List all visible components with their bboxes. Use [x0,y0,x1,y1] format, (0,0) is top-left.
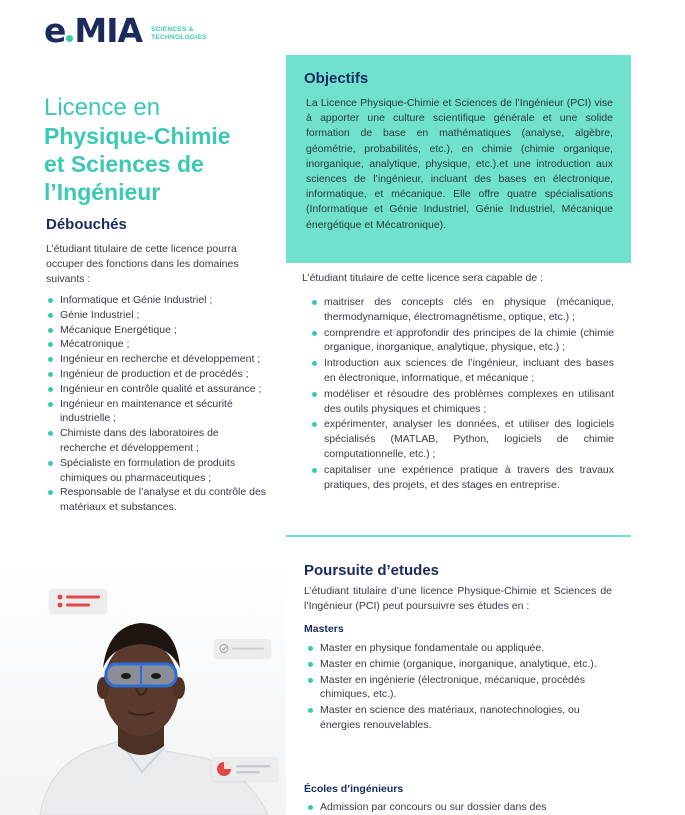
list-item-text: Ingénieur en contrôle qualité et assurance ; [60,382,262,395]
list-item-text: Master en physique fondamentale ou appliquée. [320,642,545,654]
pie-chart-icon [212,757,278,781]
list-item [310,387,614,417]
floating-card-check [214,639,271,658]
list-item [310,417,614,461]
list-item-text: Informatique et Génie Industriel ; [60,294,213,306]
competences-list [310,295,614,493]
title-line4: l’Ingénieur [44,179,161,205]
list-item [46,485,268,515]
list-item [306,641,616,656]
bullet-icon [308,708,313,713]
list-item-text: Chimiste dans des laboratoires de recherche et développement ; [60,427,219,454]
list-item-text: Master en ingénierie (électronique, mécanique, procédés chimiques, etc.). [320,673,585,701]
competences-intro: L’étudiant titulaire de cette licence sera capable de : [302,272,544,284]
ecoles-list [306,800,616,815]
list-item-text: comprendre et approfondir des principes de la chimie (chimie organique, inorganique, analytique, physique, etc.) ; [324,326,614,354]
list-item-text: Mécanique Energétique ; [60,323,177,336]
list-item [46,367,268,382]
bullet-icon [48,342,53,347]
list-item [310,326,614,356]
list-item [310,463,614,493]
student-photo [0,560,286,815]
bullet-icon [308,662,313,667]
logo-dot [66,35,73,42]
list-item [310,295,614,325]
list-item [46,382,268,397]
list-item-text: Master en science des matériaux, nanotechnologies, ou énergies renouvelables. [320,704,580,731]
list-item-text: expérimenter, analyser les données, et utiliser des logiciels spécialisés (MATLAB, Python, logiciels de chimie computationnelle, etc.) ; [324,418,614,460]
masters-heading: Masters [304,623,344,635]
bullet-icon [308,805,313,810]
list-item-text: Responsable de l’analyse et du contrôle des matériaux et substances. [60,486,267,514]
logo-wordmark-mia: MIA [74,11,143,50]
bullet-icon [48,372,53,377]
bullet-icon [312,331,317,336]
list-item-text: Admission par concours ou sur dossier dans des [320,801,547,813]
bullet-icon [48,402,53,407]
bullet-icon [308,678,313,683]
debouches-list [46,293,268,515]
list-item [306,800,616,815]
emia-logo [44,11,207,50]
list-item [46,323,268,338]
bullet-icon [312,468,317,473]
logo-tagline-line1: SCIENCES & [151,26,194,33]
bullet-icon [48,461,53,466]
list-item [46,397,268,427]
title-line2: Physique-Chimie [44,123,231,149]
list-item [306,703,616,733]
list-card-icon [49,589,107,613]
objectifs-heading: Objectifs [304,70,369,87]
list-item [46,352,268,367]
bullet-icon [48,387,53,392]
list-item [306,657,616,672]
debouches-intro: L’étudiant titulaire de cette licence pourra occuper des fonctions dans les domaines suivants : [46,243,239,285]
title-line1: Licence en [44,94,161,121]
bullet-icon [312,392,317,397]
list-item-text: capitaliser une expérience pratique à travers des travaux pratiques, des projets, et des stages en entreprise. [324,463,614,491]
logo-tagline-line2: TECHNOLOGIES [151,34,207,41]
bullet-icon [48,298,53,303]
bullet-icon [48,328,53,333]
list-item-text: Ingénieur en maintenance et sécurité industrielle ; [60,397,233,425]
objectifs-box [286,55,631,263]
list-item-text: maitriser des concepts clés en physique (mécanique, thermodynamique, électromagnétisme, optique, etc.) ; [324,296,614,323]
poursuite-intro: L’étudiant titulaire d’une licence Physique-Chimie et Sciences de l’Ingénieur (PCI) peut poursuivre ses études en : [304,585,612,612]
logo-tagline [151,26,207,42]
bullet-icon [48,357,53,362]
list-item [46,426,268,456]
list-item-text: Génie Industriel ; [60,308,140,321]
list-item [46,293,268,308]
bullet-icon [312,422,317,427]
list-item-text: Mécatronique ; [60,338,130,351]
list-item-text: modéliser et résoudre des problèmes complexes en utilisant des outils physiques et chimiques ; [324,387,614,415]
bullet-icon [312,361,317,366]
bullet-icon [48,313,53,318]
bullet-icon [48,431,53,436]
list-item-text: Master en chimie (organique, inorganique, analytique, etc.). [320,657,597,670]
list-item [310,356,614,386]
floating-card-list [49,589,107,613]
bullet-icon [48,490,53,495]
list-item-text: Spécialiste en formulation de produits chimiques ou pharmaceutiques ; [60,456,236,484]
page-title [44,94,276,206]
list-item-text: Introduction aux sciences de l’ingénieur, incluant des bases en électronique, informatique, et mécanique ; [324,357,614,384]
list-item-text: Ingénieur de production et de procédés ; [60,367,249,380]
bullet-icon [312,300,317,305]
list-item [46,337,268,352]
ecoles-heading: Écoles d’ingénieurs [304,783,404,795]
objectifs-text: La Licence Physique-Chimie et Sciences de l’Ingénieur (PCI) vise à apporter une culture scientifique générale et une solide formation de base en mathématiques (analyse, algèbre, géométrie, probabilités, etc.), en chimie (chimie organique, inorganique, analytique, physique, etc.).et une introduction aux sciences de l’ingénieur, incluant des bases en électronique, informatique, et mécanique. Elle offre quatre spécialisations (Informatique et Génie Industriel, Génie Industriel, Mécanique énergétique et Mécatronique). [306,97,613,231]
check-card-icon [214,639,271,658]
bullet-icon [308,646,313,651]
list-item [46,308,268,323]
poursuite-heading: Poursuite d’etudes [304,562,440,579]
list-item [306,673,616,703]
list-item-text: Ingénieur en recherche et développement ; [60,353,261,366]
masters-list [306,641,616,734]
floating-card-chart [212,757,278,781]
logo-wordmark-e: e [44,11,66,50]
section-divider [286,535,631,537]
list-item [46,456,268,486]
title-line3: et Sciences de [44,151,204,177]
debouches-heading: Débouchés [46,216,127,233]
